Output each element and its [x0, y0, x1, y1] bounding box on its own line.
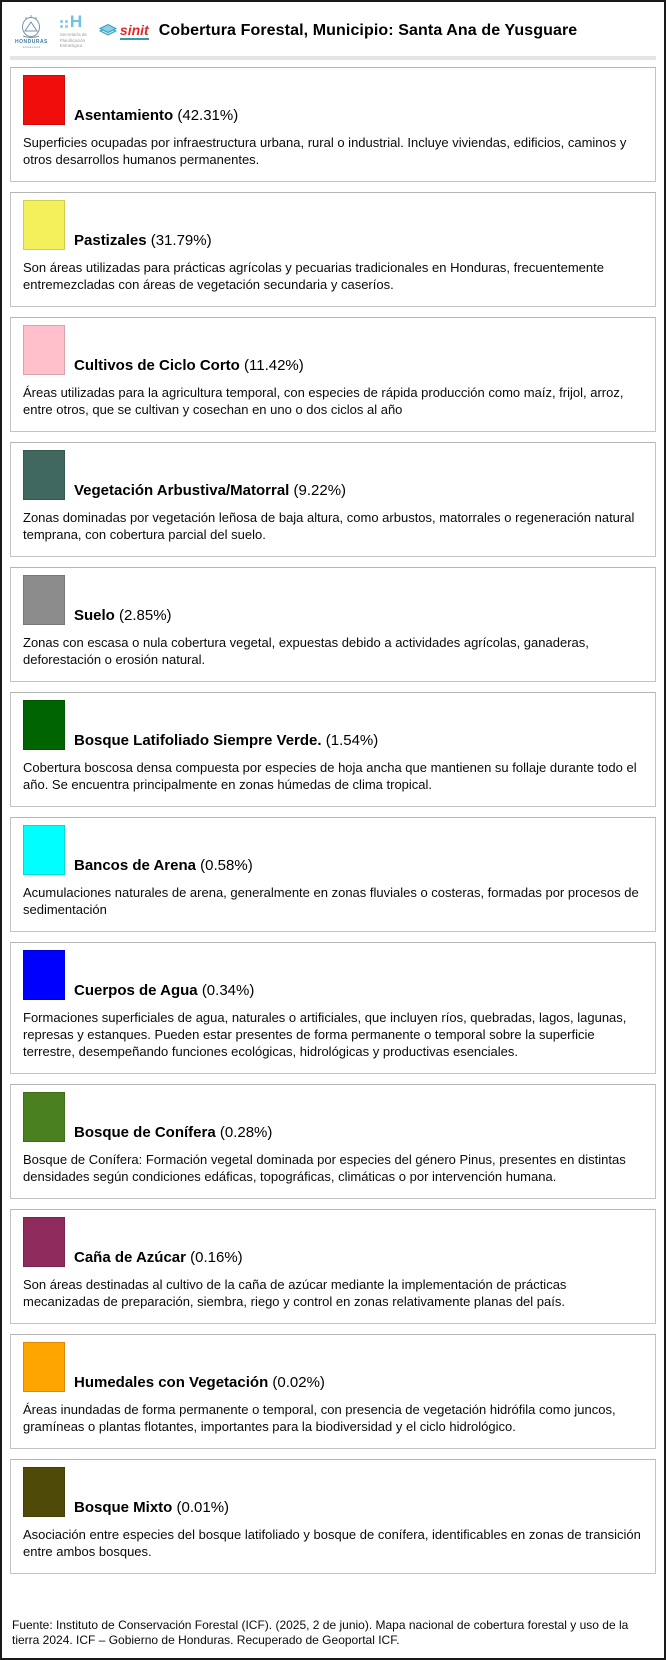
- legend-item-card: [10, 1334, 656, 1449]
- legend-item-card: [10, 67, 656, 182]
- legend-item-description: Zonas con escasa o nula cobertura vegetal, expuestas debido a actividades agrícolas, ganaderas, deforestación o erosión natural.: [23, 635, 589, 667]
- legend-item-title: [74, 358, 304, 373]
- legend-item-label: Bosque de Conífera: [74, 1124, 216, 1141]
- legend-item-description: Acumulaciones naturales de arena, generalmente en zonas fluviales o costeras, formadas por procesos de sedimentación: [23, 885, 639, 917]
- legend-item-percent: (0.28%): [219, 1124, 273, 1141]
- legend-color-swatch: [23, 450, 65, 500]
- legend-item-title: [74, 108, 238, 123]
- legend-item-header: [23, 450, 643, 500]
- honduras-crest-icon: [17, 13, 45, 39]
- legend-item-label: Bosque Latifoliado Siempre Verde.: [74, 732, 322, 749]
- legend-item-header: [23, 575, 643, 625]
- spe-monogram: H: [69, 11, 83, 31]
- legend-item-title: [74, 1375, 325, 1390]
- legend-item-card: [10, 1209, 656, 1324]
- legend-item-description: Áreas inundadas de forma permanente o temporal, con presencia de vegetación hidrófila como juncos, gramíneas o plantas flotantes, importantes para la biodiversidad y el ciclo hidrológico.: [23, 1402, 616, 1434]
- legend-item-description: Áreas utilizadas para la agricultura temporal, con especies de rápida producción como maíz, frijol, arroz, entre otros, que se cultivan y cosechan en uno o dos ciclos al año: [23, 385, 624, 417]
- legend-color-swatch: [23, 200, 65, 250]
- legend-item-title: [74, 1250, 243, 1265]
- legend-item-description: Formaciones superficiales de agua, naturales o artificiales, que incluyen ríos, quebradas, lagos, lagunas, represas y estanques. Pueden estar presentes de forma permanente o temporal sobre la superficie terrestre, desempeñando funciones ecológicas, hidrológicas y productivas esenciales.: [23, 1010, 627, 1059]
- legend-item-card: [10, 192, 656, 307]
- honduras-logo-caption: HONDURAS: [15, 39, 48, 45]
- legend-item-description: Zonas dominadas por vegetación leñosa de baja altura, como arbustos, matorrales o regeneración natural temprana, con cobertura parcial del suelo.: [23, 510, 635, 542]
- honduras-logo-motto-line: ●●●●●●●●●●: [22, 45, 41, 49]
- legend-item-description: Son áreas utilizadas para prácticas agrícolas y pecuarias tradicionales en Honduras, frecuentemente entremezcladas con áreas de vegetación secundaria y caseríos.: [23, 260, 604, 292]
- legend-item-label: Bosque Mixto: [74, 1499, 173, 1516]
- legend-item-percent: (0.16%): [190, 1249, 243, 1266]
- legend-item-header: [23, 1217, 643, 1267]
- secretaria-planificacion-logo: [60, 13, 87, 50]
- legend-item-title: [74, 1500, 229, 1515]
- legend-item-percent: (0.01%): [176, 1499, 230, 1516]
- legend-item-label: Bancos de Arena: [74, 857, 196, 874]
- legend-item-header: [23, 1467, 643, 1517]
- legend-item-title: [74, 483, 346, 498]
- legend-item-percent: (0.34%): [201, 982, 255, 999]
- legend-color-swatch: [23, 1217, 65, 1267]
- legend-item-label: Vegetación Arbustiva/Matorral: [74, 482, 290, 499]
- legend-color-swatch: [23, 825, 65, 875]
- legend-item-card: [10, 567, 656, 682]
- legend-color-swatch: [23, 950, 65, 1000]
- page-footer: [10, 1608, 656, 1650]
- legend-item-description: Asociación entre especies del bosque latifoliado y bosque de conífera, identificables en zonas de transición entre ambos bosques.: [23, 1527, 641, 1559]
- legend-item-card: [10, 942, 656, 1074]
- legend-color-swatch: [23, 325, 65, 375]
- legend-item-header: [23, 1092, 643, 1142]
- sinit-layers-icon: [99, 23, 117, 39]
- honduras-coat-of-arms-logo: [15, 13, 48, 49]
- legend-item-header: [23, 75, 643, 125]
- legend-item-percent: (11.42%): [244, 357, 304, 374]
- legend-item-label: Cultivos de Ciclo Corto: [74, 357, 240, 374]
- legend-item-percent: (31.79%): [150, 232, 212, 249]
- legend-list: [10, 67, 656, 1574]
- legend-item-percent: (0.58%): [200, 857, 253, 874]
- legend-item-percent: (1.54%): [325, 732, 379, 749]
- legend-item-label: Cuerpos de Agua: [74, 982, 198, 999]
- legend-item-header: [23, 825, 643, 875]
- page-header: [10, 8, 656, 54]
- legend-item-percent: (42.31%): [177, 107, 239, 124]
- legend-item-label: Suelo: [74, 607, 115, 624]
- legend-item-description: Son áreas destinadas al cultivo de la caña de azúcar mediante la implementación de prácticas mecanizadas de preparación, siembra, riego y control en zonas relativamente planas del país.: [23, 1277, 567, 1309]
- legend-item-card: [10, 1084, 656, 1199]
- legend-item-header: [23, 325, 643, 375]
- legend-item-title: [74, 858, 253, 873]
- legend-item-card: [10, 317, 656, 432]
- legend-item-card: [10, 692, 656, 807]
- spe-caption: Secretaría de Planificación Estratégica: [59, 31, 87, 49]
- legend-color-swatch: [23, 1467, 65, 1517]
- legend-item-header: [23, 200, 643, 250]
- legend-item-card: [10, 1459, 656, 1574]
- sinit-wordmark: sinit: [119, 21, 149, 38]
- legend-item-label: Humedales con Vegetación: [74, 1374, 269, 1391]
- legend-item-card: [10, 442, 656, 557]
- legend-item-label: Pastizales: [74, 232, 147, 249]
- legend-item-description: Superficies ocupadas por infraestructura urbana, rural o industrial. Incluye viviendas, edificios, caminos y otros desarrollos humanos permanentes.: [23, 135, 627, 167]
- header-divider: [10, 56, 656, 60]
- legend-item-header: [23, 950, 643, 1000]
- legend-color-swatch: [23, 575, 65, 625]
- legend-item-header: [23, 1342, 643, 1392]
- legend-item-label: Asentamiento: [74, 107, 174, 124]
- legend-item-percent: (2.85%): [119, 607, 172, 624]
- logo-group: [15, 13, 149, 50]
- legend-item-title: [74, 1125, 272, 1140]
- legend-item-title: [74, 983, 254, 998]
- sinit-logo: [99, 23, 149, 40]
- legend-color-swatch: [23, 700, 65, 750]
- legend-item-description: Bosque de Conífera: Formación vegetal dominada por especies del género Pinus, presentes en distintas densidades según condiciones edáficas, topográficas, climáticas o por intervención humana.: [23, 1152, 626, 1184]
- spe-dots-icon: [60, 20, 68, 28]
- legend-item-percent: (0.02%): [272, 1374, 325, 1391]
- legend-item-title: [74, 608, 172, 623]
- legend-item-description: Cobertura boscosa densa compuesta por especies de hoja ancha que mantienen su follaje durante todo el año. Se encuentra principalmente en zonas húmedas de clima tropical.: [23, 760, 637, 792]
- legend-color-swatch: [23, 1342, 65, 1392]
- legend-item-percent: (9.22%): [293, 482, 347, 499]
- legend-item-title: [74, 733, 378, 748]
- legend-item-title: [74, 233, 212, 248]
- page-title: Cobertura Forestal, Municipio: Santa Ana de Yusguare: [158, 22, 578, 39]
- legend-item-label: Caña de Azúcar: [74, 1249, 186, 1266]
- legend-item-header: [23, 700, 643, 750]
- legend-item-card: [10, 817, 656, 932]
- legend-color-swatch: [23, 75, 65, 125]
- legend-color-swatch: [23, 1092, 65, 1142]
- source-citation: Fuente: Instituto de Conservación Forestal (ICF). (2025, 2 de junio). Mapa nacional de cobertura forestal y uso de la tierra 2024. ICF – Gobierno de Honduras. Recuperado de Geoportal ICF.: [12, 1618, 629, 1647]
